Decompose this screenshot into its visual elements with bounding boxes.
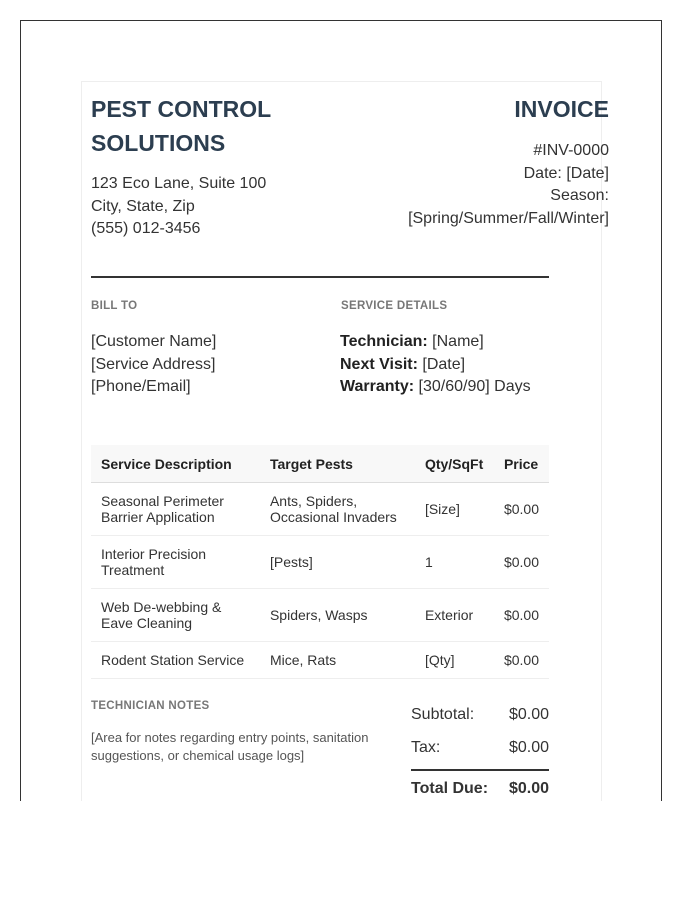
- row-description: Interior Precision Treatment: [91, 536, 260, 589]
- service-details-label: SERVICE DETAILS: [341, 300, 448, 312]
- tax-label: Tax:: [411, 739, 441, 756]
- technician-label: Technician:: [340, 333, 428, 350]
- subtotal-label: Subtotal:: [411, 706, 475, 723]
- row-target-pests: [Pests]: [260, 536, 415, 589]
- technician-notes-text: [Area for notes regarding entry points, sanitation suggestions, or chemical usage logs]: [91, 730, 369, 763]
- service-address: [Service Address]: [91, 355, 216, 373]
- row-target-pests: Mice, Rats: [260, 642, 415, 679]
- row-target-pests: Ants, Spiders, Occasional Invaders: [260, 483, 415, 536]
- row-description: Web De-webbing & Eave Cleaning: [91, 589, 260, 642]
- table-row: [91, 483, 549, 536]
- technician-notes-label: TECHNICIAN NOTES: [91, 700, 210, 712]
- row-target-pests: Spiders, Wasps: [260, 589, 415, 642]
- page-bottom-whitespace: [0, 801, 700, 900]
- customer-name: [Customer Name]: [91, 333, 217, 350]
- row-price: $0.00: [494, 589, 549, 642]
- company-name: PEST CONTROL SOLUTIONS: [91, 96, 271, 156]
- company-address: [91, 173, 266, 241]
- subtotal-row: [411, 703, 549, 736]
- subtotal-value: $0.00: [508, 706, 549, 723]
- services-table: [91, 445, 549, 679]
- row-qty: [Qty]: [415, 642, 494, 679]
- next-visit-value: [Date]: [417, 355, 466, 373]
- row-price: $0.00: [494, 642, 549, 679]
- row-description: Seasonal Perimeter Barrier Application: [91, 483, 260, 536]
- row-qty: 1: [415, 536, 494, 589]
- table-header-row: [91, 445, 549, 483]
- header-service-description: Service Description: [91, 445, 260, 483]
- row-qty: Exterior: [415, 589, 494, 642]
- technician-row: [340, 331, 531, 354]
- warranty-label: Warranty:: [340, 378, 415, 395]
- technician-value: [Name]: [427, 333, 484, 350]
- next-visit-row: [340, 354, 531, 377]
- company-phone: (555) 012-3456: [91, 220, 201, 237]
- invoice-number: #INV-0000: [533, 142, 609, 159]
- totals-divider: [411, 769, 549, 771]
- table-row: [91, 536, 549, 589]
- tax-value: $0.00: [508, 739, 549, 756]
- table-row: [91, 642, 549, 679]
- warranty-row: [340, 376, 531, 399]
- warranty-value: [30/60/90] Days: [414, 378, 531, 395]
- row-description: Rodent Station Service: [91, 642, 260, 679]
- row-qty: [Size]: [415, 483, 494, 536]
- invoice-date: Date: [Date]: [523, 164, 609, 182]
- invoice-season-label: Season:: [550, 187, 609, 204]
- header-divider: [91, 276, 549, 278]
- company-address-line2: City, State, Zip: [91, 197, 195, 215]
- customer-contact: [Phone/Email]: [91, 378, 191, 395]
- header-target-pests: Target Pests: [260, 445, 415, 483]
- tax-row: [411, 736, 549, 769]
- invoice-meta: [408, 140, 609, 230]
- header-qty: Qty/SqFt: [415, 445, 494, 483]
- totals-block: [411, 703, 549, 810]
- company-address-line1: 123 Eco Lane, Suite 100: [91, 175, 267, 192]
- bill-to-block: [91, 331, 216, 399]
- header-price: Price: [494, 445, 549, 483]
- total-due-value: $0.00: [508, 780, 549, 797]
- row-price: $0.00: [494, 536, 549, 589]
- invoice-title: INVOICE: [514, 96, 609, 122]
- bill-to-label: BILL TO: [91, 300, 138, 312]
- service-details-block: [340, 331, 531, 399]
- total-due-label: Total Due:: [411, 780, 489, 797]
- next-visit-label: Next Visit:: [340, 355, 418, 373]
- row-price: $0.00: [494, 483, 549, 536]
- invoice-season-value: [Spring/Summer/Fall/Winter]: [408, 209, 609, 227]
- table-row: [91, 589, 549, 642]
